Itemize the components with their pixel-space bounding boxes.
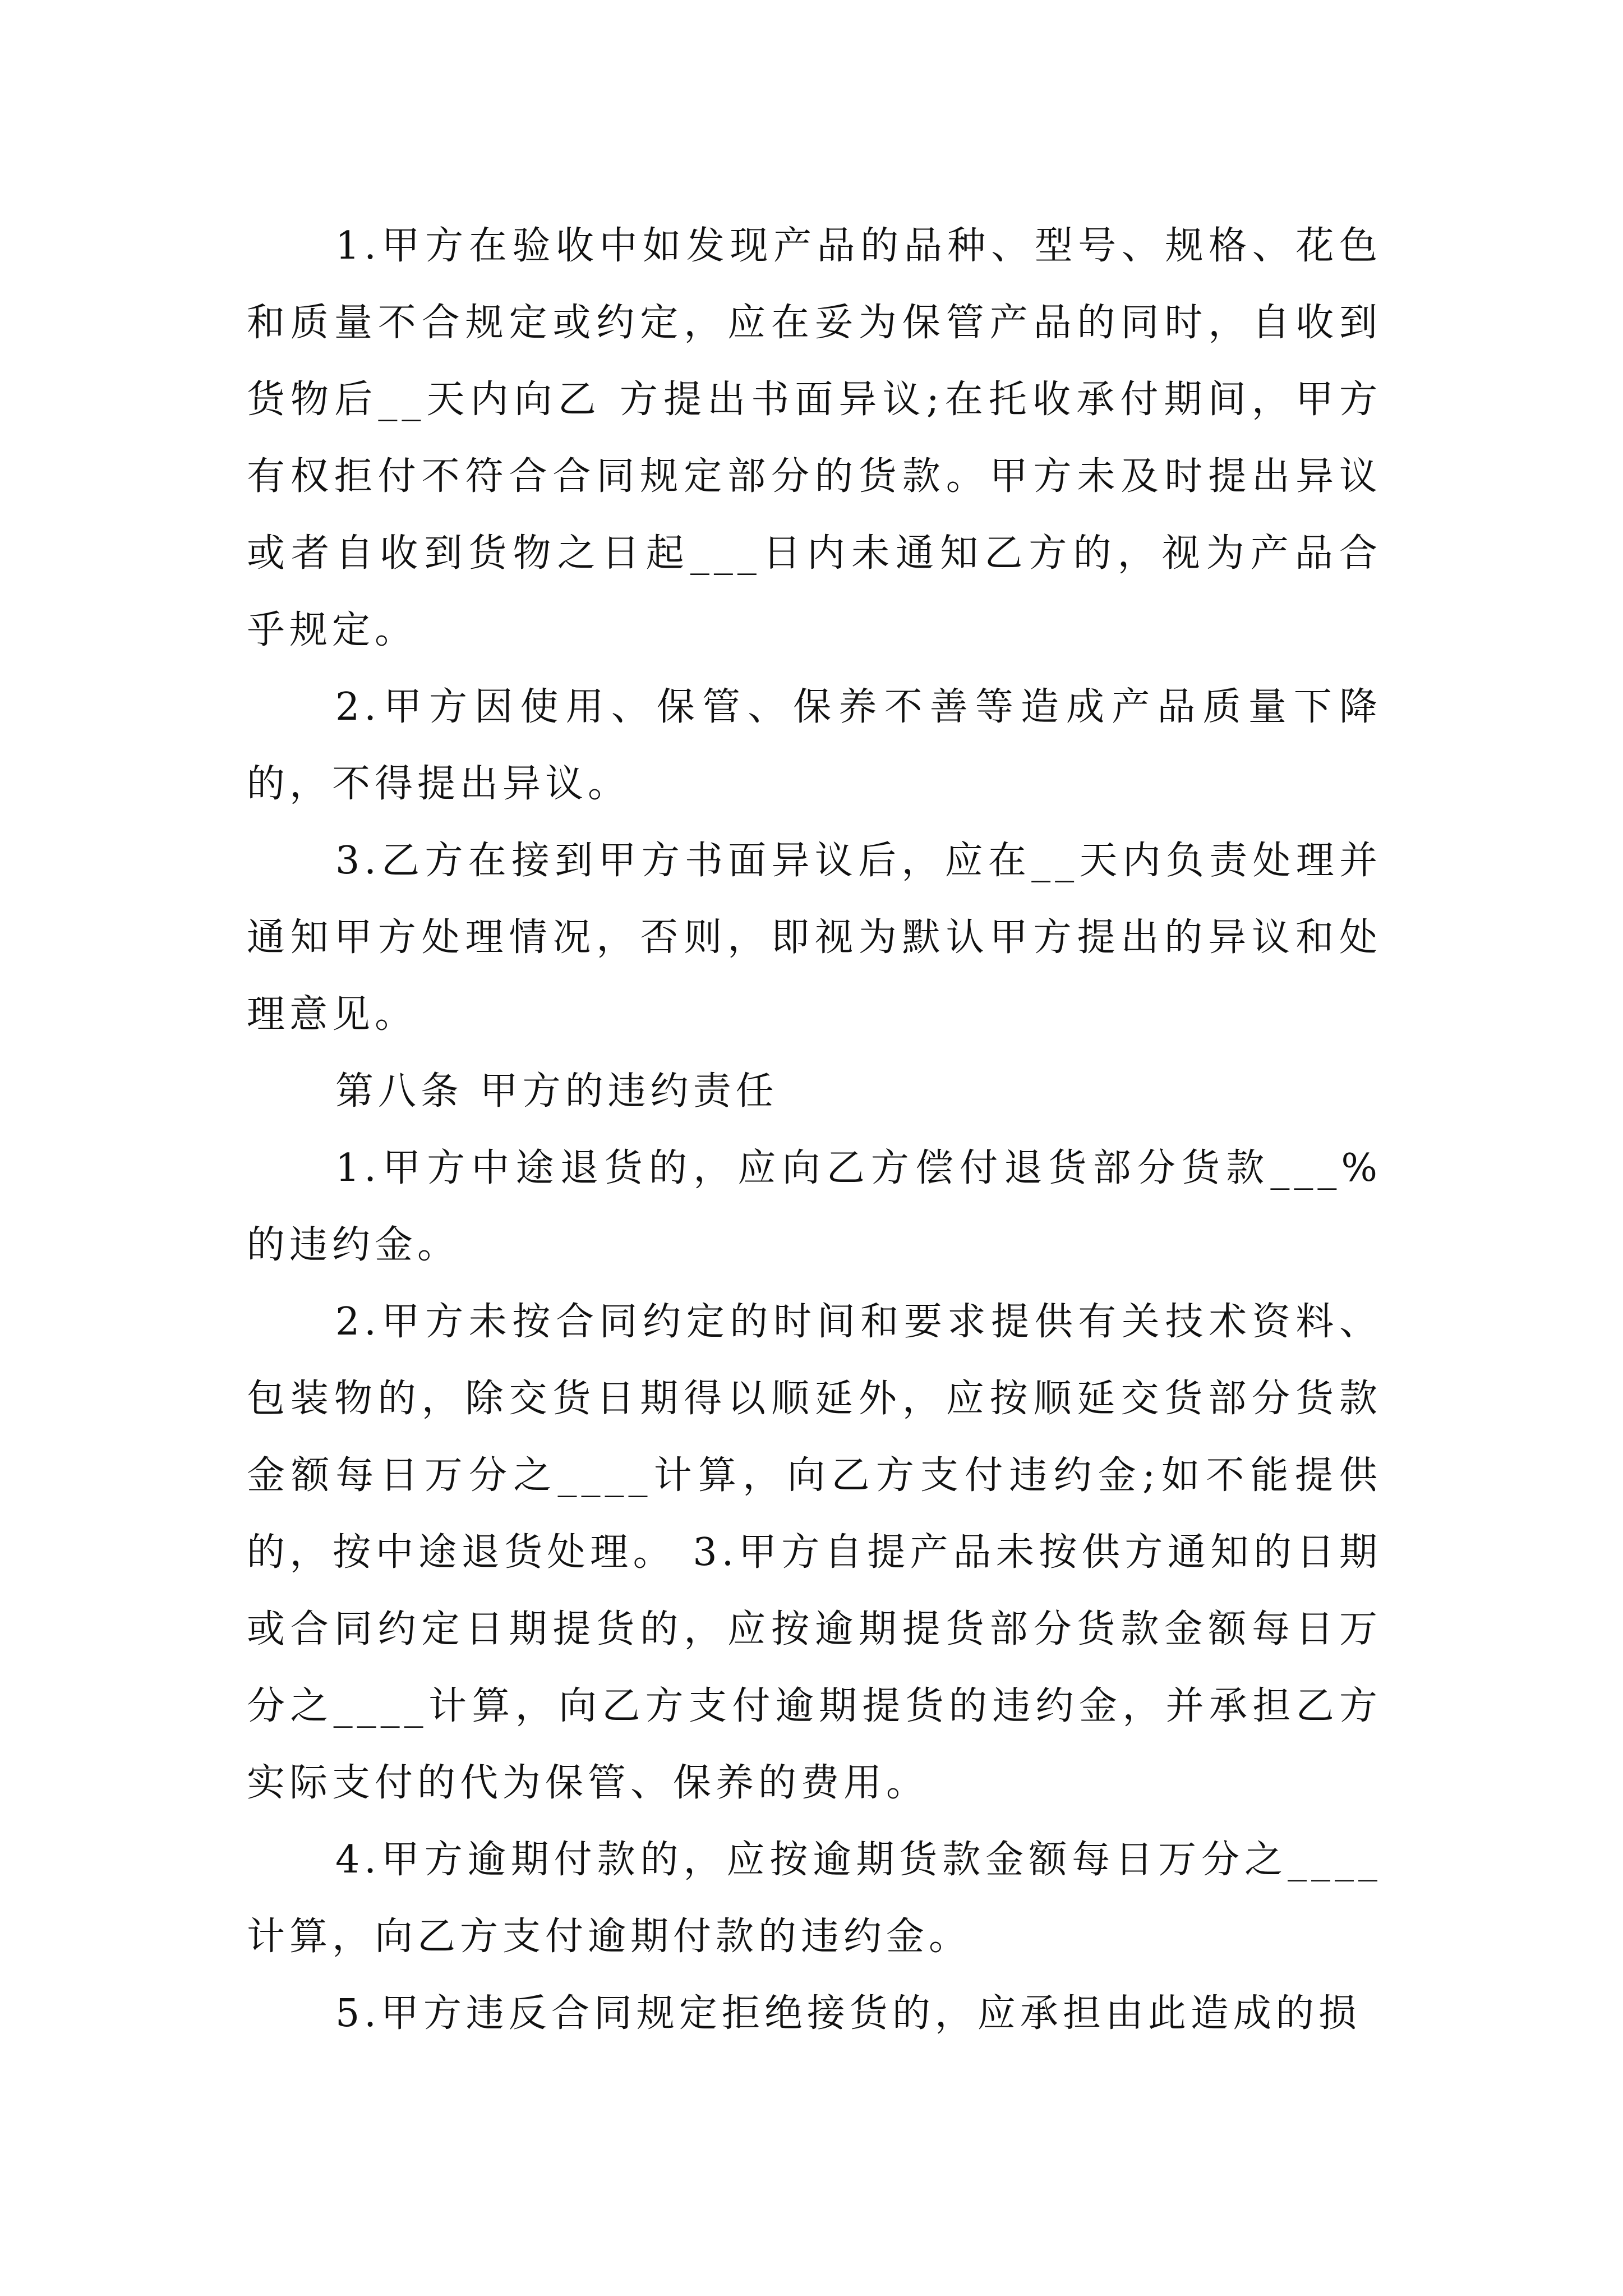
paragraph-technical-materials-penalty: 2.甲方未按合同约定的时间和要求提供有关技术资料、包装物的，除交货日期得以顺延外，应按顺延交货部分货款金额每日万分之____计算，向乙方支付违约金;如不能提供的，按中途退货处理。 3.甲方自提产品未按供方通知的日期或合同约定日期提货的，应按逾期提货部分货款金额每日万分之____计算，向乙方支付逾期提货的违约金，并承担乙方实际支付的代为保管、保养的费用。 — [247, 1300, 1382, 1805]
paragraph-return-penalty: 1.甲方中途退货的，应向乙方偿付退货部分货款___%的违约金。 — [247, 1146, 1382, 1267]
paragraph-refusal-to-accept: 5.甲方违反合同规定拒绝接货的，应承担由此造成的损 — [335, 1991, 1361, 2036]
paragraph-inspection-objection: 1.甲方在验收中如发现产品的品种、型号、规格、花色和质量不合规定或约定，应在妥为保管产品的同时，自收到货物后__天内向乙 方提出书面异议;在托收承付期间，甲方有权拒付不符合合同规定部分的货款。甲方未及时提出异议或者自收到货物之日起___日内未通知乙方的，视为产品合乎规定。 — [247, 224, 1382, 652]
paragraph-objection-handling: 3.乙方在接到甲方书面异议后，应在__天内负责处理并通知甲方处理情况，否则，即视为默认甲方提出的异议和处理意见。 — [247, 839, 1382, 1037]
paragraph-late-payment-penalty: 4.甲方逾期付款的，应按逾期货款金额每日万分之____计算，向乙方支付逾期付款的违约金。 — [247, 1838, 1382, 1959]
section-heading-article-8: 第八条 甲方的违约责任 — [335, 1069, 778, 1114]
paragraph-improper-use: 2.甲方因使用、保管、保养不善等造成产品质量下降的，不得提出异议。 — [247, 685, 1382, 806]
